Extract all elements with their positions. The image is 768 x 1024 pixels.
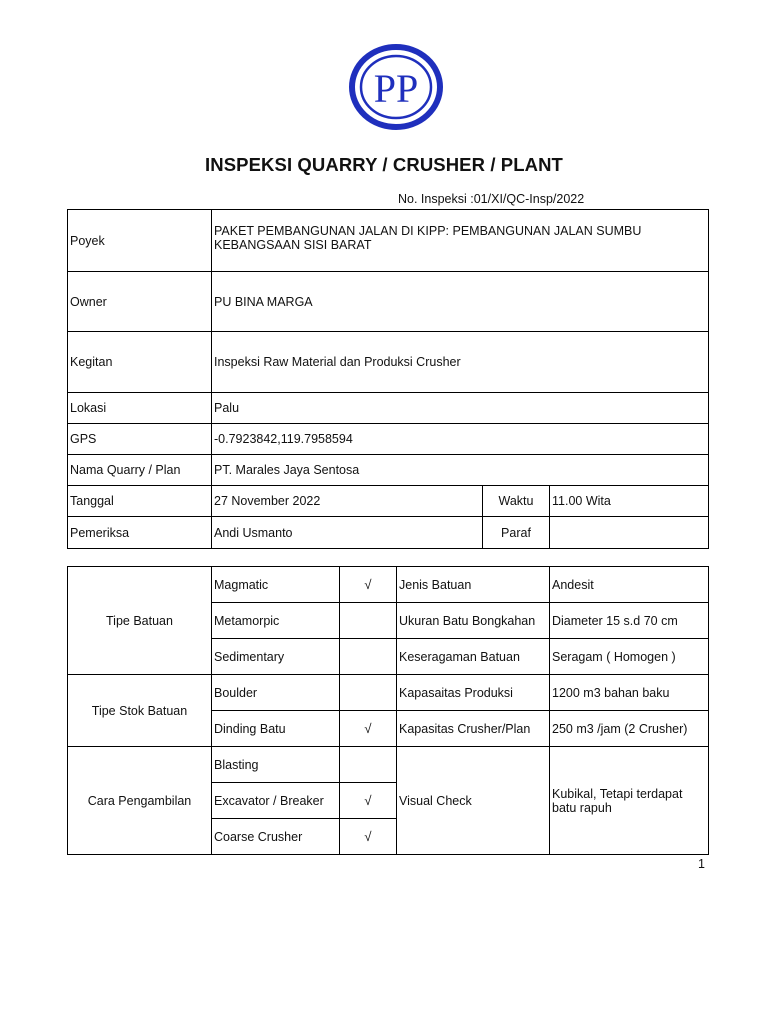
metamorpic-label: Metamorpic — [212, 603, 340, 639]
lokasi-label: Lokasi — [68, 393, 212, 424]
quarry-value: PT. Marales Jaya Sentosa — [212, 455, 709, 486]
pemeriksa-value: Andi Usmanto — [212, 517, 483, 549]
table-row — [68, 210, 709, 272]
table-row — [68, 517, 709, 549]
blasting-check — [340, 747, 397, 783]
table-row — [68, 332, 709, 393]
dinding-batu-label: Dinding Batu — [212, 711, 340, 747]
proyek-value: PAKET PEMBANGUNAN JALAN DI KIPP: PEMBANGUNAN JALAN SUMBU KEBANGSAAN SISI BARAT — [212, 210, 709, 272]
inspection-table — [67, 566, 709, 855]
quarry-label: Nama Quarry / Plan — [68, 455, 212, 486]
kegiatan-value: Inspeksi Raw Material dan Produksi Crusher — [212, 332, 709, 393]
keseragaman-value: Seragam ( Homogen ) — [550, 639, 709, 675]
kapasitas-crusher-label: Kapasitas Crusher/Plan — [397, 711, 550, 747]
boulder-check — [340, 675, 397, 711]
page-number: 1 — [698, 857, 705, 871]
owner-value: PU BINA MARGA — [212, 272, 709, 332]
pemeriksa-label: Pemeriksa — [68, 517, 212, 549]
table-row — [68, 424, 709, 455]
proyek-label: Poyek — [68, 210, 212, 272]
ukuran-value: Diameter 15 s.d 70 cm — [550, 603, 709, 639]
table-row — [68, 747, 709, 783]
table-row — [68, 675, 709, 711]
magmatic-label: Magmatic — [212, 567, 340, 603]
paraf-value — [550, 517, 709, 549]
keseragaman-label: Keseragaman Batuan — [397, 639, 550, 675]
tipe-stok-label: Tipe Stok Batuan — [68, 675, 212, 747]
sedimentary-check — [340, 639, 397, 675]
kegiatan-label: Kegitan — [68, 332, 212, 393]
kapasitas-crusher-value: 250 m3 /jam (2 Crusher) — [550, 711, 709, 747]
gps-value: -0.7923842,119.7958594 — [212, 424, 709, 455]
excavator-check: √ — [340, 783, 397, 819]
lokasi-value: Palu — [212, 393, 709, 424]
metamorpic-check — [340, 603, 397, 639]
paraf-label: Paraf — [483, 517, 550, 549]
table-row — [68, 393, 709, 424]
visual-check-value: Kubikal, Tetapi terdapat batu rapuh — [550, 747, 709, 855]
tanggal-label: Tanggal — [68, 486, 212, 517]
logo-text: PP — [373, 66, 419, 111]
owner-label: Owner — [68, 272, 212, 332]
boulder-label: Boulder — [212, 675, 340, 711]
waktu-value: 11.00 Wita — [550, 486, 709, 517]
kapasitas-produksi-value: 1200 m3 bahan baku — [550, 675, 709, 711]
document-title: INSPEKSI QUARRY / CRUSHER / PLANT — [205, 154, 563, 175]
coarse-crusher-label: Coarse Crusher — [212, 819, 340, 855]
tanggal-value: 27 November 2022 — [212, 486, 483, 517]
cara-pengambilan-label: Cara Pengambilan — [68, 747, 212, 855]
magmatic-check: √ — [340, 567, 397, 603]
excavator-label: Excavator / Breaker — [212, 783, 340, 819]
coarse-check: √ — [340, 819, 397, 855]
gps-label: GPS — [68, 424, 212, 455]
general-info-table — [67, 209, 709, 549]
table-row — [68, 455, 709, 486]
dinding-check: √ — [340, 711, 397, 747]
sedimentary-label: Sedimentary — [212, 639, 340, 675]
inspection-number: No. Inspeksi :01/XI/QC-Insp/2022 — [398, 192, 585, 206]
waktu-label: Waktu — [483, 486, 550, 517]
visual-check-label: Visual Check — [397, 747, 550, 855]
table-row — [68, 567, 709, 603]
table-row — [68, 486, 709, 517]
blasting-label: Blasting — [212, 747, 340, 783]
ukuran-label: Ukuran Batu Bongkahan — [397, 603, 550, 639]
kapasitas-produksi-label: Kapasaitas Produksi — [397, 675, 550, 711]
jenis-batuan-label: Jenis Batuan — [397, 567, 550, 603]
company-logo — [349, 44, 443, 130]
jenis-batuan-value: Andesit — [550, 567, 709, 603]
tipe-batuan-label: Tipe Batuan — [68, 567, 212, 675]
table-row — [68, 272, 709, 332]
